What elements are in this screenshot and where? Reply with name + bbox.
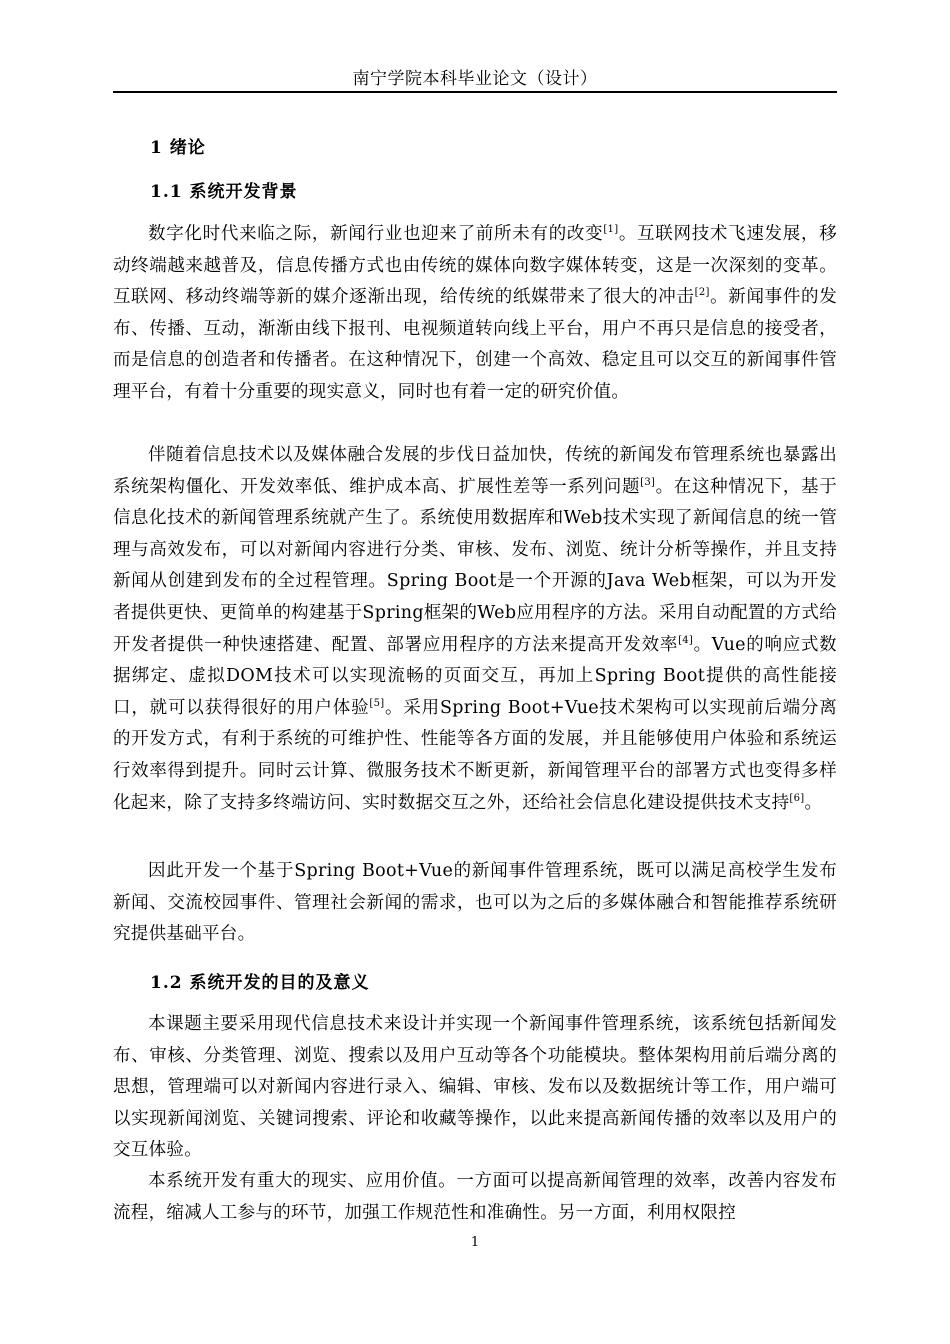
- header-rule: [113, 91, 837, 93]
- paragraph-text: 伴随着信息技术以及媒体融合发展的步伐日益加快，传统的新闻发布管理系统也暴露出系统架构僵化、开发效率低、维护成本高、扩展性差等一系列问题: [113, 445, 837, 497]
- paragraph-purpose-1: 本课题主要采用现代信息技术来设计并实现一个新闻事件管理系统，该系统包括新闻发布、审核、分类管理、浏览、搜索以及用户互动等各个功能模块。整体架构用前后端分离的思想，管理端可以对新闻内容进行录入、编辑、审核、发布以及数据统计等工作，用户端可以实现新闻浏览、关键词搜索、评论和收藏等操作，以此来提高新闻传播的效率以及用户的交互体验。: [113, 1014, 837, 1161]
- paragraph-text: 。新闻事件的发布、传播、互动，渐渐由线下报刊、电视频道转向线上平台，用户不再只是信息的接受者，而是信息的创造者和传播者。在这种情况下，创建一个高效、稳定且可以交互的新闻事件管理平台，有着十分重要的现实意义，同时也有着一定的研究价值。: [113, 287, 837, 402]
- paragraph-text: 。在这种情况下，基于信息化技术的新闻管理系统就产生了。系统使用数据库和Web技术实现了新闻信息的统一管理与高效发布，可以对新闻内容进行分类、审核、发布、浏览、统计分析等操作，并且支持新闻从创建到发布的全过程管理。Spring Boot是一个开源的Java Web框架，可以为开发者提供更快、更简单的构建基于Spring框架的Web应用程序的方法。采用自动配置的方式给开发者提供一种快速搭建、配置、部署应用程序的方法来提高开发效率: [113, 476, 838, 655]
- paragraph-background-1: [113, 219, 837, 409]
- paragraph-text: 。: [804, 792, 823, 813]
- citation-ref: [5]: [369, 697, 385, 709]
- paragraph-text: 。采用Spring Boot+Vue技术架构可以实现前后端分离的开发方式，有利于系统的可维护性、性能等各方面的发展，并且能够使用户体验和系统运行效率得到提升。同时云计算、微服务技术不断更新，新闻管理平台的部署方式也变得多样化起来，除了支持多终端访问、实时数据交互之外，还给社会信息化建设提供技术支持: [113, 697, 838, 813]
- citation-ref: [2]: [694, 287, 710, 299]
- section-title-background: 1.1 系统开发背景: [150, 182, 298, 202]
- paragraph-purpose-2: 本系统开发有重大的现实、应用价值。一方面可以提高新闻管理的效率，改善内容发布流程，缩减人工参与的环节，加强工作规范性和准确性。另一方面，利用权限控: [113, 1171, 837, 1223]
- citation-ref: [3]: [640, 476, 656, 488]
- citation-ref: [6]: [789, 792, 805, 804]
- citation-ref: [4]: [678, 634, 694, 646]
- section-title-purpose: 1.2 系统开发的目的及意义: [150, 973, 370, 993]
- paragraph-text: 。Vue的响应式数据绑定、虚拟DOM技术可以实现流畅的页面交互，再加上Spring Boot提供的高性能接口，就可以获得很好的用户体验: [113, 634, 837, 718]
- citation-ref: [1]: [603, 224, 619, 235]
- paragraph-background-3: 因此开发一个基于Spring Boot+Vue的新闻事件管理系统，既可以满足高校学生发布新闻、交流校园事件、管理社会新闻的需求，也可以为之后的多媒体融合和智能推荐系统研究提供基础平台。: [113, 861, 837, 945]
- paragraph-text: 数字化时代来临之际，新闻行业也迎来了前所未有的改变: [148, 224, 604, 244]
- paragraph-text: 。互联网技术飞速发展，移动终端越来越普及，信息传播方式也由传统的媒体向数字媒体转变，这是一次深刻的变革。互联网、移动终端等新的媒介逐渐出现，给传统的纸媒带来了很大的冲击: [113, 224, 838, 308]
- chapter-title: 1 绪论: [150, 138, 206, 158]
- running-header: 南宁学院本科毕业论文（设计）: [352, 69, 598, 89]
- paragraph-background-2: [113, 440, 837, 819]
- page-number: 1: [470, 1235, 480, 1250]
